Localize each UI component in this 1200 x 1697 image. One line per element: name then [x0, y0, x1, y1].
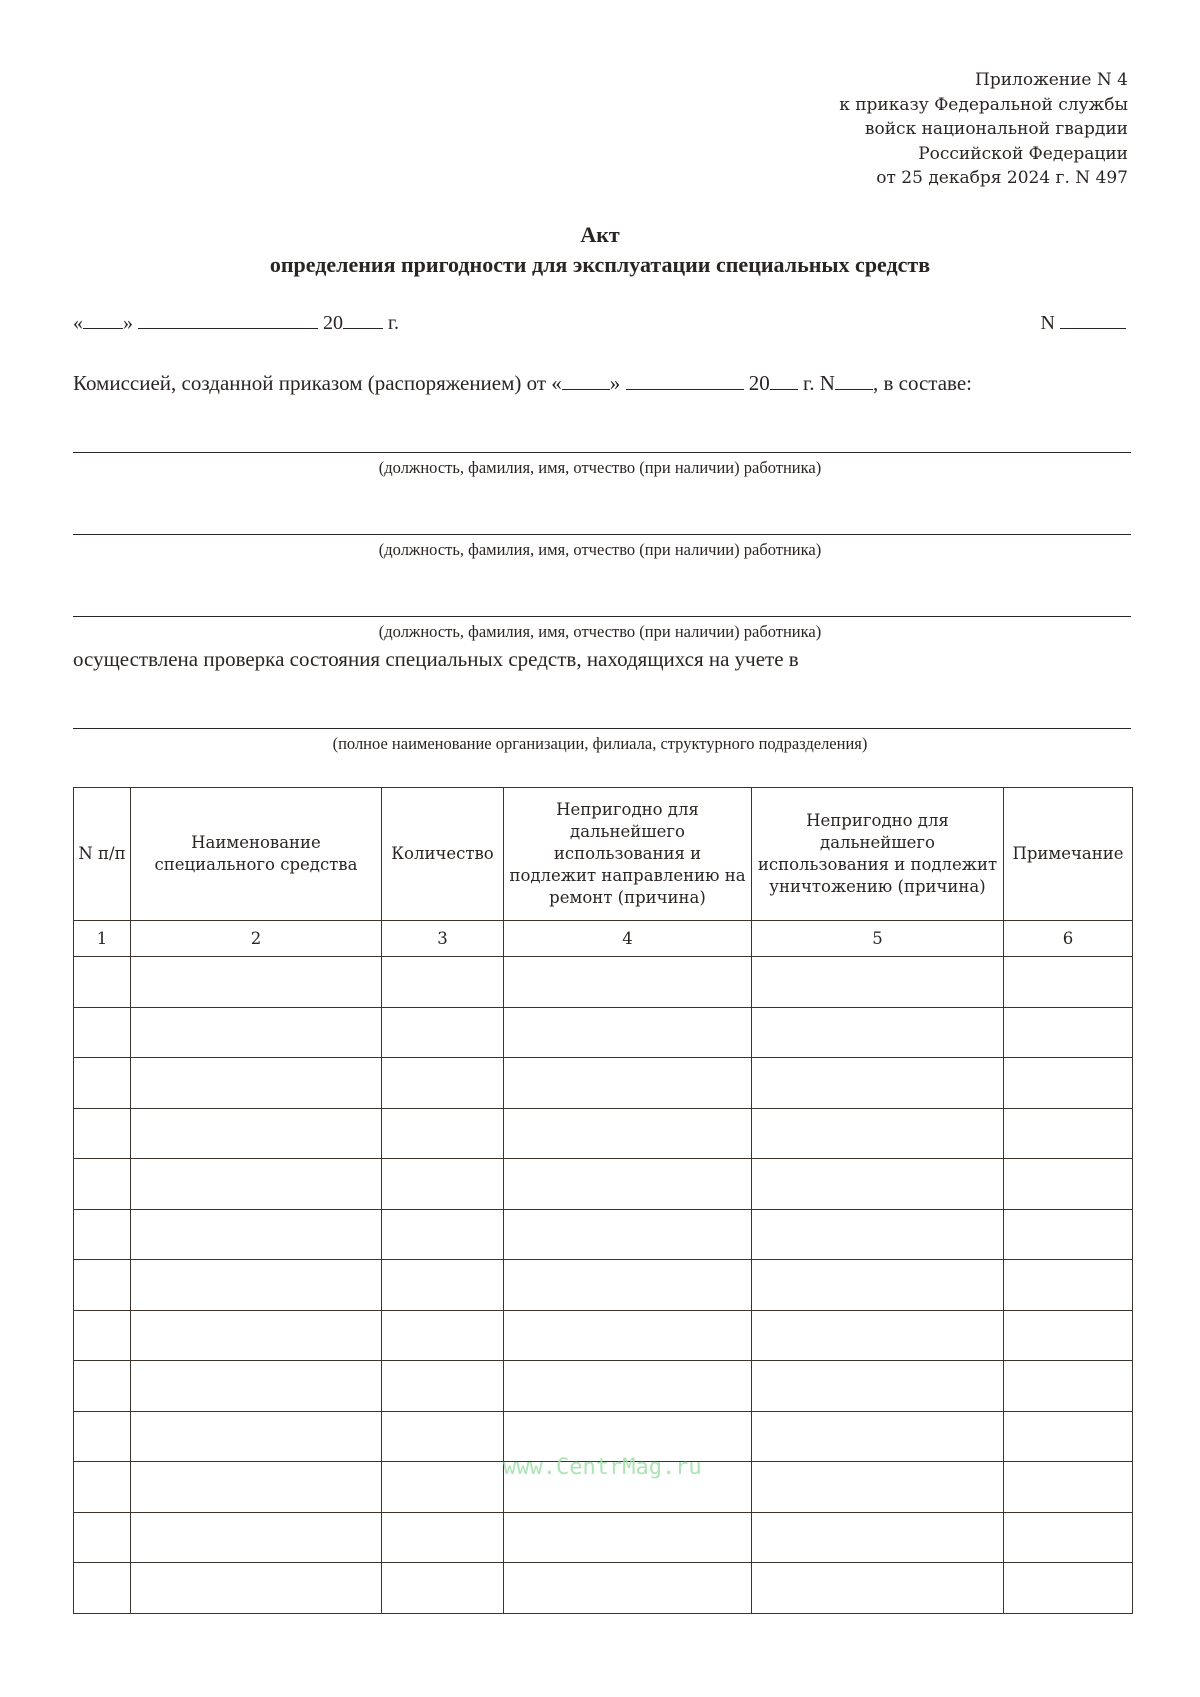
table-cell[interactable]: [1004, 1209, 1133, 1260]
table-cell[interactable]: [382, 1411, 504, 1462]
table-cell[interactable]: [382, 957, 504, 1008]
table-cell[interactable]: [131, 1411, 382, 1462]
table-cell[interactable]: [504, 1310, 752, 1361]
table-cell[interactable]: [74, 1007, 131, 1058]
table-row: [74, 957, 1133, 1008]
year-prefix: 20: [323, 312, 343, 334]
month-field[interactable]: [138, 310, 318, 329]
table-cell[interactable]: [74, 1108, 131, 1159]
table-cell[interactable]: [382, 1058, 504, 1109]
table-cell[interactable]: [74, 1209, 131, 1260]
header-destroy: Непригодно для дальнейшего использования и подлежит уничтожению (причина): [752, 788, 1004, 921]
table-cell[interactable]: [1004, 1462, 1133, 1513]
commission-number-label: г. N: [803, 371, 835, 395]
table-cell[interactable]: [752, 1058, 1004, 1109]
table-cell[interactable]: [131, 1108, 382, 1159]
member-1-caption: (должность, фамилия, имя, отчество (при наличии) работника): [378, 458, 822, 477]
member-2-field[interactable]: [73, 534, 1131, 535]
table-cell[interactable]: [504, 1209, 752, 1260]
table-cell[interactable]: [131, 1058, 382, 1109]
order-year-field[interactable]: [770, 371, 798, 390]
table-cell[interactable]: [504, 1108, 752, 1159]
table-row: [74, 1108, 1133, 1159]
commission-year-prefix: 20: [748, 371, 770, 395]
close-quote: »: [123, 312, 133, 334]
table-cell[interactable]: [131, 1462, 382, 1513]
table-cell[interactable]: [1004, 1361, 1133, 1412]
table-cell[interactable]: [1004, 1563, 1133, 1614]
table-body: [74, 957, 1133, 1614]
member-3-field[interactable]: [73, 616, 1131, 617]
table-cell[interactable]: [1004, 957, 1133, 1008]
table-cell[interactable]: [504, 1007, 752, 1058]
table-cell[interactable]: [1004, 1007, 1133, 1058]
table-row: [74, 1310, 1133, 1361]
table-cell[interactable]: [1004, 1108, 1133, 1159]
column-number: 2: [131, 921, 382, 957]
table-cell[interactable]: [74, 1462, 131, 1513]
table-row: [74, 1361, 1133, 1412]
commission-close-quote: »: [609, 371, 621, 395]
table-cell[interactable]: [74, 1411, 131, 1462]
organization-caption: (полное наименование организации, филиала, структурного подразделения): [332, 734, 868, 753]
header-repair: Непригодно для дальнейшего использования и подлежит направлению на ремонт (причина): [504, 788, 752, 921]
year-field[interactable]: [343, 310, 383, 329]
table-cell[interactable]: [382, 1159, 504, 1210]
order-month-field[interactable]: [626, 371, 744, 390]
appendix-header: [839, 68, 1128, 191]
table-row: [74, 1260, 1133, 1311]
header-number: N п/п: [74, 788, 131, 921]
commission-line: [73, 371, 1132, 396]
table-cell[interactable]: [504, 1058, 752, 1109]
table-cell[interactable]: [131, 957, 382, 1008]
watermark: www.CentrMag.ru: [503, 1455, 702, 1480]
table-cell[interactable]: [752, 1007, 1004, 1058]
table-cell[interactable]: [131, 1361, 382, 1412]
appendix-line: Приложение N 4: [975, 70, 1128, 90]
number-label: N: [1040, 312, 1055, 334]
appendix-line: к приказу Федеральной службы: [839, 94, 1128, 115]
day-field[interactable]: [83, 310, 123, 329]
table-cell[interactable]: [131, 1260, 382, 1311]
table-cell[interactable]: [752, 1310, 1004, 1361]
table-cell[interactable]: [504, 957, 752, 1008]
table-cell[interactable]: [131, 1310, 382, 1361]
table-cell[interactable]: [74, 1058, 131, 1109]
table-row: [74, 1209, 1133, 1260]
table-cell[interactable]: [74, 1512, 131, 1563]
table-row: [74, 1411, 1133, 1462]
table-cell[interactable]: [752, 1462, 1004, 1513]
table-cell[interactable]: [752, 1260, 1004, 1311]
appendix-line: войск национальной гвардии: [864, 119, 1128, 139]
inspection-statement: осуществлена проверка состояния специальных средств, находящихся на учете в: [73, 647, 799, 671]
table-cell[interactable]: [1004, 1310, 1133, 1361]
table-cell[interactable]: [504, 1361, 752, 1412]
table-cell[interactable]: [752, 957, 1004, 1008]
appendix-line: от 25 декабря 2024 г. N 497: [876, 168, 1128, 188]
table-cell[interactable]: [1004, 1411, 1133, 1462]
table-cell[interactable]: [74, 1159, 131, 1210]
table-cell[interactable]: [382, 1209, 504, 1260]
header-quantity: Количество: [382, 788, 504, 921]
act-number-field[interactable]: [1060, 310, 1126, 329]
table-cell[interactable]: [504, 1512, 752, 1563]
act-date-line: [73, 310, 399, 335]
commission-suffix: , в составе:: [872, 371, 973, 395]
table-cell[interactable]: [131, 1512, 382, 1563]
table-cell[interactable]: [1004, 1260, 1133, 1311]
table-cell[interactable]: [504, 1159, 752, 1210]
table-cell[interactable]: [382, 1462, 504, 1513]
table-cell[interactable]: [504, 1563, 752, 1614]
header-name: Наименование специального средства: [131, 788, 382, 921]
act-number-line: [1041, 310, 1126, 335]
table-cell[interactable]: [752, 1209, 1004, 1260]
special-means-table: [73, 787, 1133, 1614]
table-cell[interactable]: [504, 1260, 752, 1311]
table-cell[interactable]: [504, 1411, 752, 1462]
table-header-row: [74, 788, 1133, 921]
table-cell[interactable]: [1004, 1058, 1133, 1109]
commission-prefix: Комиссией, созданной приказом (распоряжением) от «: [73, 371, 562, 395]
table-cell[interactable]: [752, 1411, 1004, 1462]
order-number-field[interactable]: [835, 371, 873, 390]
open-quote: «: [73, 312, 83, 334]
table-cell[interactable]: [1004, 1512, 1133, 1563]
column-number-row: [74, 921, 1133, 957]
document-title: Акт: [580, 222, 620, 247]
table-cell[interactable]: [131, 1209, 382, 1260]
column-number: 6: [1004, 921, 1133, 957]
member-2-caption: (должность, фамилия, имя, отчество (при наличии) работника): [378, 540, 822, 559]
table-cell[interactable]: [382, 1563, 504, 1614]
column-number: 5: [752, 921, 1004, 957]
table-cell[interactable]: [752, 1512, 1004, 1563]
document-subtitle: определения пригодности для эксплуатации специальных средств: [269, 252, 931, 277]
table-row: [74, 1007, 1133, 1058]
member-3-caption: (должность, фамилия, имя, отчество (при наличии) работника): [378, 622, 822, 641]
header-note: Примечание: [1004, 788, 1133, 921]
column-number: 4: [504, 921, 752, 957]
member-1-field[interactable]: [73, 452, 1131, 453]
table-cell[interactable]: [382, 1512, 504, 1563]
table-row: [74, 1058, 1133, 1109]
table-cell[interactable]: [74, 957, 131, 1008]
table-cell[interactable]: [131, 1563, 382, 1614]
order-day-field[interactable]: [562, 371, 610, 390]
table-cell[interactable]: [382, 1310, 504, 1361]
table-row: [74, 1512, 1133, 1563]
organization-field[interactable]: [73, 728, 1131, 729]
table-cell[interactable]: [74, 1361, 131, 1412]
year-suffix: г.: [388, 312, 399, 334]
table-cell[interactable]: [382, 1361, 504, 1412]
table-cell[interactable]: [74, 1260, 131, 1311]
table-cell[interactable]: [382, 1260, 504, 1311]
table-cell[interactable]: [1004, 1159, 1133, 1210]
table-cell[interactable]: [74, 1563, 131, 1614]
table-row: [74, 1563, 1133, 1614]
table-row: [74, 1159, 1133, 1210]
table-cell[interactable]: [74, 1310, 131, 1361]
table-cell[interactable]: [131, 1159, 382, 1210]
table-cell[interactable]: [131, 1007, 382, 1058]
column-number: 1: [74, 921, 131, 957]
table-cell[interactable]: [382, 1007, 504, 1058]
table-cell[interactable]: [752, 1159, 1004, 1210]
table-cell[interactable]: [752, 1108, 1004, 1159]
table-cell[interactable]: [752, 1361, 1004, 1412]
appendix-line: Российской Федерации: [918, 143, 1128, 164]
table-cell[interactable]: [382, 1108, 504, 1159]
table-cell[interactable]: [752, 1563, 1004, 1614]
column-number: 3: [382, 921, 504, 957]
